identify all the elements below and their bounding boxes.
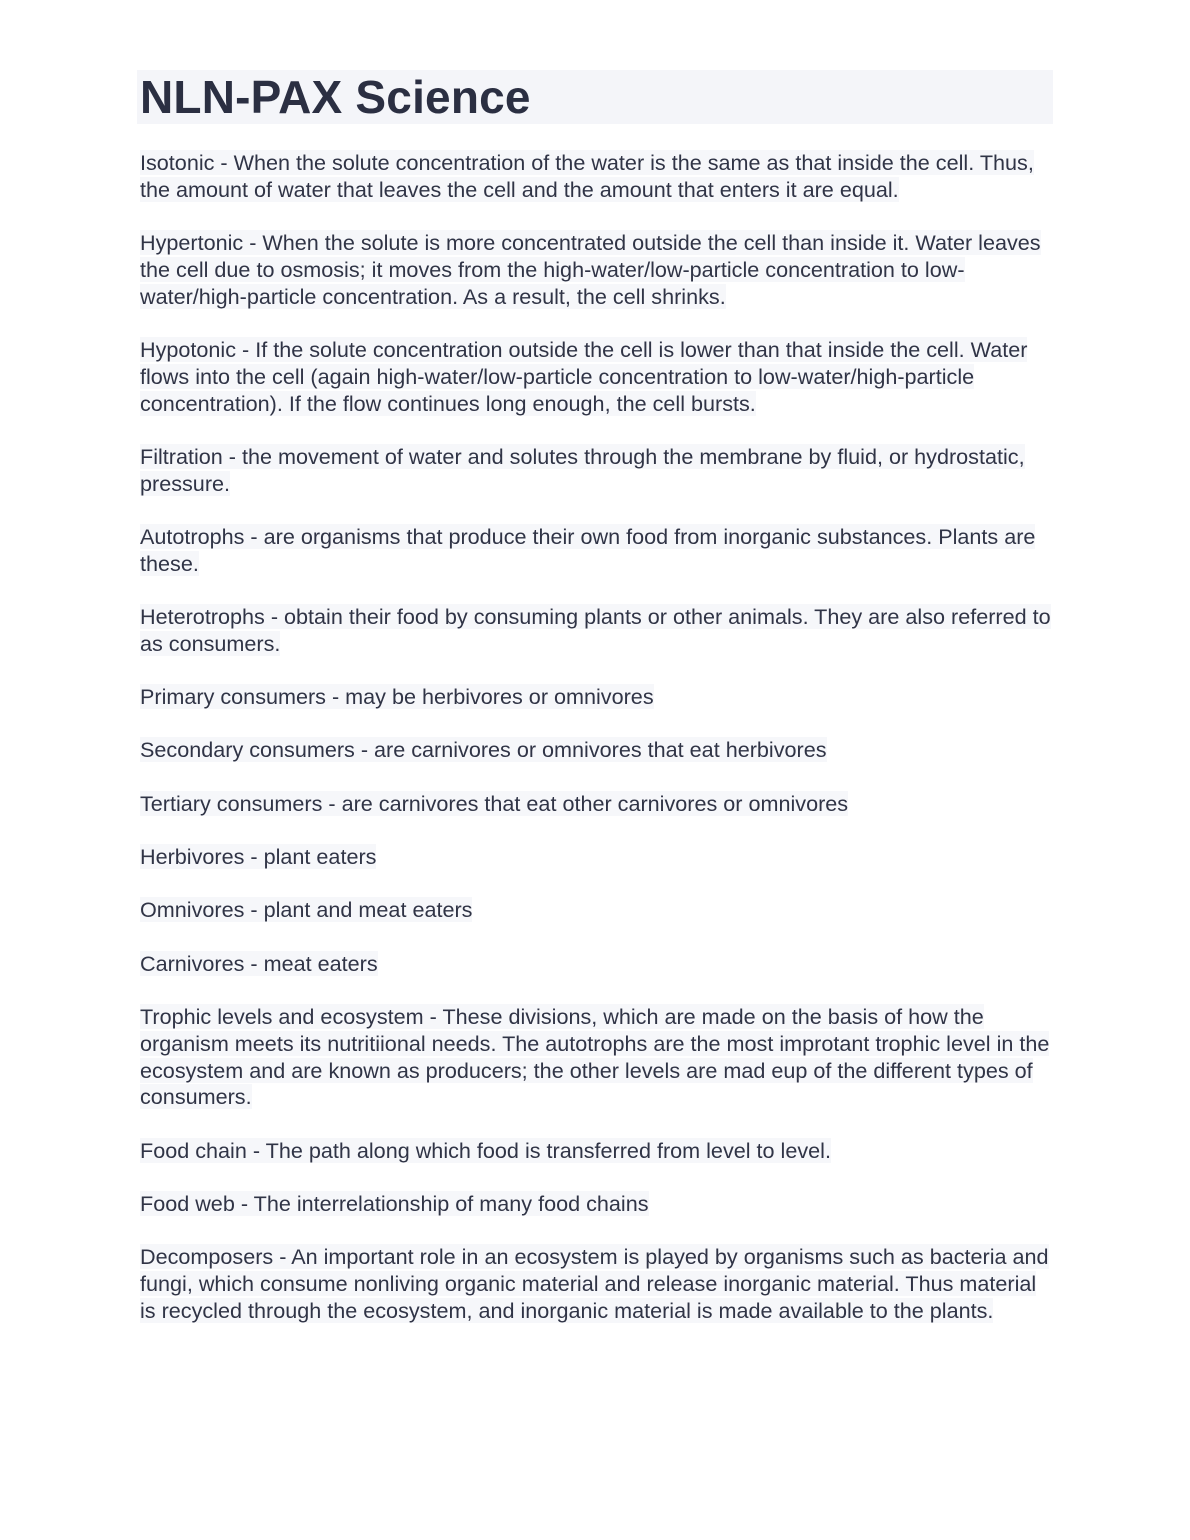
- entry-trophic-levels: [137, 1004, 1053, 1111]
- entry-text: Secondary consumers - are carnivores or omnivores that eat herbivores: [140, 737, 827, 763]
- entry-text: Isotonic - When the solute concentration of the water is the same as that inside the cell. Thus, the amount of water that leaves the cell and the amount that enters it are equal.: [140, 150, 1034, 202]
- entry-food-chain: [137, 1138, 1053, 1165]
- entry-hypertonic: [137, 230, 1053, 310]
- entry-primary-consumers: [137, 684, 1053, 711]
- entry-text: Carnivores - meat eaters: [140, 950, 378, 976]
- entry-text: Omnivores - plant and meat eaters: [140, 897, 473, 923]
- entry-filtration: [137, 444, 1053, 498]
- entry-text: Heterotrophs - obtain their food by consuming plants or other animals. They are also referred to as consumers.: [140, 604, 1051, 656]
- entry-secondary-consumers: [137, 737, 1053, 764]
- entry-text: Autotrophs - are organisms that produce their own food from inorganic substances. Plants are these.: [140, 523, 1036, 576]
- entry-decomposers: [137, 1244, 1053, 1324]
- entry-heterotrophs: [137, 604, 1053, 658]
- entry-text: Food chain - The path along which food is transferred from level to level.: [140, 1137, 831, 1163]
- entry-text: Tertiary consumers - are carnivores that eat other carnivores or omnivores: [140, 790, 849, 816]
- entry-omnivores: [137, 897, 1053, 924]
- entry-food-web: [137, 1191, 1053, 1218]
- entry-carnivores: [137, 951, 1053, 978]
- entry-isotonic: [137, 150, 1053, 204]
- entry-text: Hypotonic - If the solute concentration outside the cell is lower than that inside the cell. Water flows into the cell (again high-water/low-particle concentration to low-water/high-particle concentration). If the flow continues long enough, the cell bursts.: [140, 336, 1028, 416]
- entry-autotrophs: [137, 524, 1053, 578]
- title-bar: [137, 70, 1053, 124]
- entry-list: [137, 150, 1053, 1325]
- entry-text: Herbivores - plant eaters: [140, 844, 377, 870]
- entry-text: Decomposers - An important role in an ecosystem is played by organisms such as bacteria and fungi, which consume nonliving organic material and release inorganic material. Thus material is recycled through the ecosystem, and inorganic material is made available to the plants.: [140, 1244, 1049, 1323]
- entry-herbivores: [137, 844, 1053, 871]
- entry-text: Trophic levels and ecosystem - These divisions, which are made on the basis of how the organism meets its nutritiional needs. The autotrophs are the most improtant trophic level in the ecosystem and are known as producers; the other levels are mad eup of the different types of consumers.: [140, 1003, 1050, 1110]
- entry-text: Filtration - the movement of water and solutes through the membrane by fluid, or hydrostatic, pressure.: [140, 443, 1025, 496]
- entry-hypotonic: [137, 337, 1053, 417]
- document-page: [137, 70, 1053, 1351]
- entry-text: Primary consumers - may be herbivores or omnivores: [140, 684, 654, 710]
- page-title: NLN-PAX Science: [140, 71, 531, 123]
- entry-tertiary-consumers: [137, 791, 1053, 818]
- entry-text: Hypertonic - When the solute is more concentrated outside the cell than inside it. Water leaves the cell due to osmosis; it moves from the high-water/low-particle concentration to low-water/high-particle concentration. As a result, the cell shrinks.: [140, 230, 1041, 309]
- entry-text: Food web - The interrelationship of many food chains: [140, 1190, 649, 1216]
